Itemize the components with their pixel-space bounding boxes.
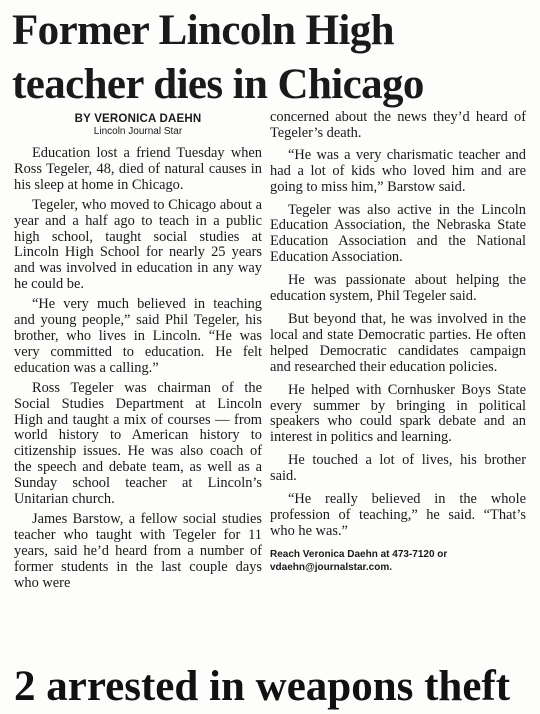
- paragraph-6: “He was a very charismatic teacher and had a lot of kids who loved him and are going to miss him,” Barstow said.: [270, 146, 526, 195]
- paragraph-3: “He very much believed in teaching and young people,” said Phil Tegeler, his brother, who lives in Lincoln. “He was very committed to education. He felt education was a calling.”: [14, 296, 262, 376]
- paragraph-4: Ross Tegeler was chairman of the Social Studies Department at Lincoln High and taught a mix of courses — from world history to American history to citizenship issues. He was also coach of the speech and debate team, as well as a Sunday school teacher at Lincoln’s Unitarian church.: [14, 379, 262, 508]
- paragraph-2: Tegeler, who moved to Chicago about a year and a half ago to teach in a public high school, taught social studies at Lincoln High School for nearly 25 years and was involved in education in any way he could be.: [14, 196, 262, 293]
- paragraph-12: “He really believed in the whole profession of teaching,” he said. “That’s who he was.”: [270, 491, 526, 539]
- contact-info: [270, 548, 526, 574]
- article-column-left: [14, 110, 262, 595]
- byline-affiliation: Lincoln Journal Star: [93, 126, 183, 137]
- paragraph-9: But beyond that, he was involved in the local and state Democratic parties. He often helped Democratic candidates campaign and researched their education policies.: [270, 310, 526, 375]
- next-article-headline: 2 arrested in weapons theft: [14, 663, 511, 710]
- paragraph-8: He was passionate about helping the education system, Phil Tegeler said.: [270, 272, 526, 305]
- contact-line-2: vdaehn@journalstar.com.: [270, 561, 393, 573]
- paragraph-5: James Barstow, a fellow social studies teacher who taught with Tegeler for 11 years, said he’d heard from a number of former students in the last couple days who were: [14, 510, 262, 591]
- paragraph-7: Tegeler was also active in the Lincoln Education Association, the Nebraska State Education Association and the National Education Association.: [270, 201, 526, 266]
- article-column-right: [270, 110, 526, 574]
- paragraph-10: He helped with Cornhusker Boys State every summer by bringing in political speakers who could spark debate and an interest in politics and learning.: [270, 381, 526, 446]
- byline: BY VERONICA DAEHN: [74, 113, 202, 125]
- headline: [12, 4, 532, 112]
- paragraph-1: Education lost a friend Tuesday when Ross Tegeler, 48, died of natural causes in his sleep at home in Chicago.: [14, 145, 262, 193]
- contact-line-1: Reach Veronica Daehn at 473-7120 or: [270, 548, 448, 560]
- paragraph-11: He touched a lot of lives, his brother said.: [270, 452, 526, 485]
- paragraph-continuation: concerned about the news they’d heard of Tegeler’s death.: [270, 109, 526, 141]
- headline-line-1: Former Lincoln High: [12, 7, 394, 54]
- headline-line-2: teacher dies in Chicago: [12, 61, 424, 108]
